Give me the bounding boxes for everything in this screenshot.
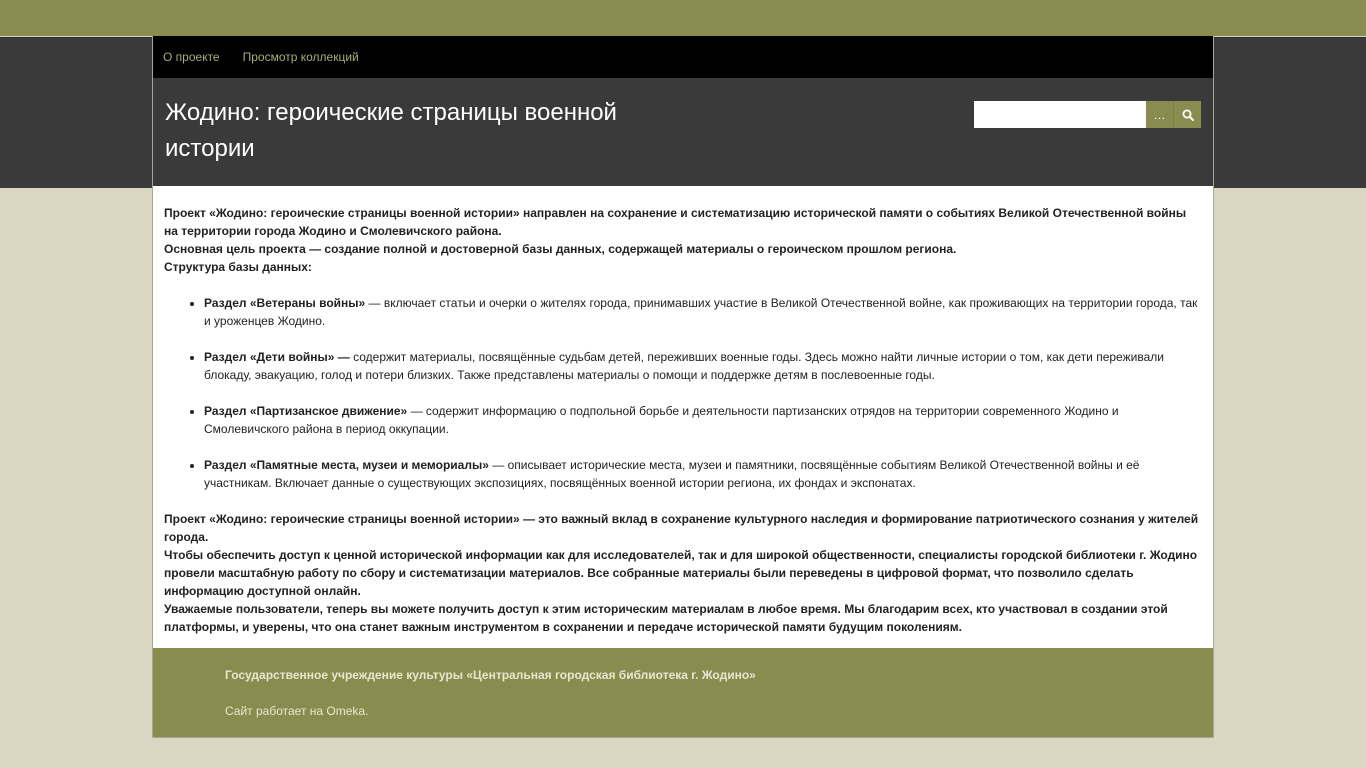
list-item	[204, 294, 1202, 330]
nav-item-browse-collections[interactable]: Просмотр коллекций	[242, 50, 359, 64]
main-content	[153, 186, 1213, 648]
intro-paragraph: Проект «Жодино: героические страницы военной истории» направлен на сохранение и систематизацию исторической памяти о событиях Великой Отечественной войны на территории города Жодино и Смолевичского района.	[164, 206, 1187, 238]
search-submit-button[interactable]	[1174, 101, 1201, 128]
section-title: Раздел «Партизанское движение»	[204, 404, 408, 418]
site-title[interactable]: Жодино: героические страницы военной истории	[165, 99, 617, 162]
nav-item-about[interactable]: О проекте	[163, 50, 220, 64]
search-form	[974, 101, 1201, 128]
list-item	[204, 402, 1202, 438]
list-item	[204, 456, 1202, 492]
search-input[interactable]	[974, 101, 1146, 128]
powered-prefix: Сайт работает на	[225, 704, 327, 718]
site-footer	[153, 648, 1213, 738]
section-text: — содержит информацию о подпольной борьбе и деятельности партизанских отрядов на территории современного Жодино и Смолевичского района в период оккупации.	[204, 404, 1119, 436]
powered-suffix: .	[365, 704, 369, 718]
search-icon	[1182, 109, 1194, 121]
section-title: Раздел «Дети войны» —	[204, 350, 350, 364]
section-text: — включает статьи и очерки о жителях города, принимавших участие в Великой Отечественной войне, как проживающих на территории города, так и уроженцев Жодино.	[204, 296, 1198, 328]
top-navigation	[153, 36, 1213, 78]
access-paragraph: Чтобы обеспечить доступ к ценной исторической информации как для исследователей, так и для широкой общественности, специалисты городской библиотеки г. Жодино провели масштабную работу по сбору и систематизации материалов. Все собранные материалы были переведены в цифровой формат, что позволило сделать информацию доступной онлайн.	[164, 548, 1198, 598]
section-title: Раздел «Ветераны войны»	[204, 296, 366, 310]
omeka-link[interactable]: Omeka	[326, 704, 366, 718]
section-text: — описывает исторические места, музеи и памятники, посвящённые событиям Великой Отечественной войны и её участникам. Включает данные о существующих экспозициях, посвящённых военной истории региона, их фондах и экспонатах.	[204, 458, 1140, 490]
thanks-paragraph: Уважаемые пользователи, теперь вы можете получить доступ к этим историческим материалам в любое время. Мы благодарим всех, кто участвовал в создании этой платформы, и уверены, что она станет важным инструментом в сохранении и передаче исторической памяти будущим поколениям.	[164, 602, 1168, 634]
outro-paragraph: Проект «Жодино: героические страницы военной истории» — это важный вклад в сохранение культурного наследия и формирование патриотического сознания у жителей города.	[164, 512, 1199, 544]
section-text: содержит материалы, посвящённые судьбам детей, переживших военные годы. Здесь можно найти личные истории о том, как дети переживали блокаду, эвакуацию, голод и потери близких. Также представлены материалы о помощи и поддержке детям в послевоенные годы.	[204, 350, 1164, 382]
site-header	[153, 78, 1213, 186]
top-strip	[0, 0, 1366, 36]
section-title: Раздел «Памятные места, музеи и мемориалы»	[204, 458, 489, 472]
structure-heading: Структура базы данных:	[164, 260, 312, 274]
list-item	[204, 348, 1202, 384]
goal-paragraph: Основная цель проекта — создание полной и достоверной базы данных, содержащей материалы о героическом прошлом региона.	[164, 242, 957, 256]
advanced-search-button[interactable]: …	[1146, 101, 1174, 128]
powered-by	[225, 702, 1213, 720]
footer-organization: Государственное учреждение культуры «Центральная городская библиотека г. Жодино»	[225, 668, 756, 682]
sections-list	[164, 294, 1202, 492]
page-wrapper	[152, 36, 1214, 738]
